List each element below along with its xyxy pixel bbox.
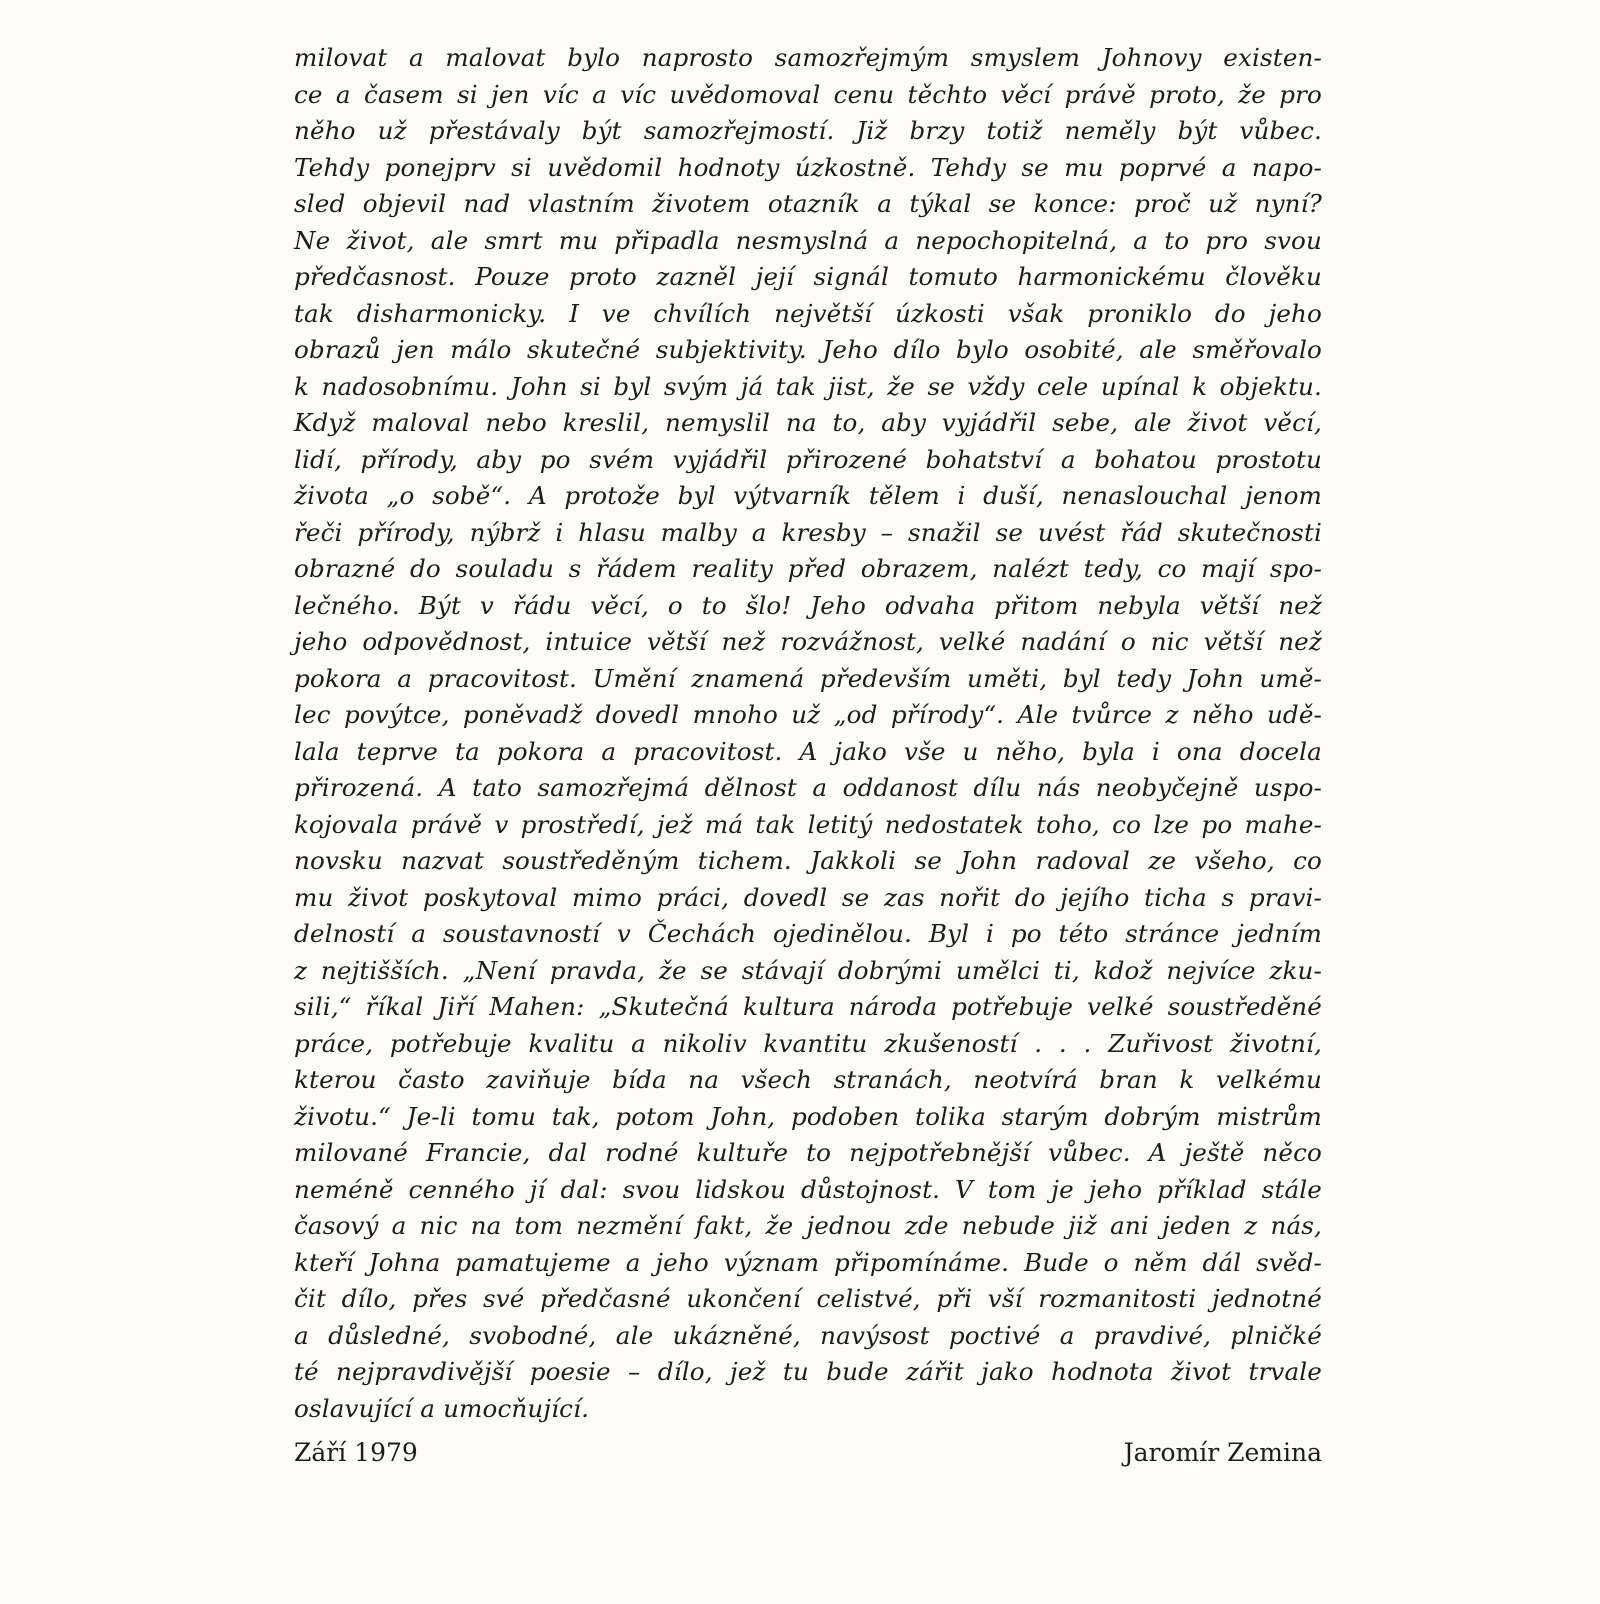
text-line: delností a soustavností v Čechách ojedinělou. Byl i po této stránce jedním xyxy=(294,919,1322,948)
text-line: kteří Johna pamatujeme a jeho význam připomínáme. Bude o něm dál svěd- xyxy=(294,1247,1322,1277)
text-line: řeči přírody, nýbrž i hlasu malby a kresby – snažil se uvést řád skutečnosti xyxy=(294,517,1322,547)
text-line: čit dílo, přes své předčasné ukončení celistvé, při vší rozmanitosti jednotné xyxy=(294,1284,1322,1313)
text-line: kterou často zaviňuje bída na všech stranách, neotvírá bran k velkému xyxy=(294,1065,1322,1094)
text-line: jeho odpovědnost, intuice větší než rozvážnost, velké nadání o nic větší než xyxy=(294,627,1322,656)
text-line: života „o sobě“. A protože byl výtvarník tělem i duší, nenaslouchal jenom xyxy=(294,481,1322,510)
text-line: a důsledné, svobodné, ale ukázněné, navýsost poctivé a pravdivé, plničké xyxy=(294,1320,1322,1350)
text-line: sled objevil nad vlastním životem otazník a týkal se konce: proč už nyní? xyxy=(294,189,1322,218)
text-line: pokora a pracovitost. Umění znamená především uměti, byl tedy John umě- xyxy=(294,663,1322,693)
text-line: kojovala právě v prostředí, jež má tak letitý nedostatek toho, co lze po mahe- xyxy=(294,809,1322,839)
text-line: obrazné do souladu s řádem reality před obrazem, nalézt tedy, co mají spo- xyxy=(294,554,1322,583)
text-line: ce a časem si jen víc a víc uvědomoval cenu těchto věcí právě proto, že pro xyxy=(294,79,1322,109)
text-line: práce, potřebuje kvalitu a nikoliv kvantitu zkušeností . . . Zuřivost životní, xyxy=(294,1028,1322,1058)
text-line: přirozená. A tato samozřejmá dělnost a oddanost dílu nás neobyčejně uspo- xyxy=(294,773,1322,802)
text-line: z nejtišších. „Není pravda, že se stávají dobrými umělci ti, kdož nejvíce zku- xyxy=(294,955,1322,985)
date: Září 1979 xyxy=(294,1437,418,1467)
text-line: mu život poskytoval mimo práci, dovedl se zas nořit do jejího ticha s pravi- xyxy=(294,882,1322,912)
text-line: Když maloval nebo kreslil, nemyslil na to, aby vyjádřil sebe, ale život věcí, xyxy=(294,408,1322,437)
text-line: Ne život, ale smrt mu připadla nesmyslná a nepochopitelná, a to pro svou xyxy=(294,225,1322,255)
text-line: lala teprve ta pokora a pracovitost. A jako vše u něho, byla i ona docela xyxy=(294,736,1322,766)
body-text xyxy=(294,40,1322,1427)
text-line: milovat a malovat bylo naprosto samozřejmým smyslem Johnovy existen- xyxy=(294,43,1322,72)
text-line: něho už přestávaly být samozřejmostí. Již brzy totiž neměly být vůbec. xyxy=(294,116,1322,145)
text-line: tak disharmonicky. I ve chvílích největší úzkosti však proniklo do jeho xyxy=(294,298,1322,328)
text-line: lečného. Být v řádu věcí, o to šlo! Jeho odvaha přitom nebyla větší než xyxy=(294,590,1322,620)
text-line: milované Francie, dal rodné kultuře to nejpotřebnější vůbec. A ještě něco xyxy=(294,1138,1322,1167)
text-line: Tehdy ponejprv si uvědomil hodnoty úzkostně. Tehdy se mu poprvé a napo- xyxy=(294,152,1322,182)
text-line: lec povýtce, poněvadž dovedl mnoho už „od přírody“. Ale tvůrce z něho udě- xyxy=(294,700,1322,729)
text-line: novsku nazvat soustředěným tichem. Jakkoli se John radoval ze všeho, co xyxy=(294,846,1322,875)
text-line: obrazů jen málo skutečné subjektivity. Jeho dílo bylo osobité, ale směřovalo xyxy=(294,335,1322,364)
author-name: Jaromír Zemina xyxy=(1123,1437,1322,1467)
text-line: životu.“ Je-li tomu tak, potom John, podoben tolika starým dobrým mistrům xyxy=(294,1101,1322,1131)
text-line: k nadosobnímu. John si byl svým já tak jist, že se vždy cele upínal k objektu. xyxy=(294,371,1322,401)
text-line: oslavující a umocňující. xyxy=(294,1393,590,1423)
text-line: té nejpravdivější poesie – dílo, jež tu bude zářit jako hodnota život trvale xyxy=(294,1357,1322,1386)
text-line: předčasnost. Pouze proto zazněl její signál tomuto harmonickému člověku xyxy=(294,262,1322,291)
text-line: časový a nic na tom nezmění fakt, že jednou zde nebude již ani jeden z nás, xyxy=(294,1211,1322,1240)
text-line: lidí, přírody, aby po svém vyjádřil přirozené bohatství a bohatou prostotu xyxy=(294,444,1322,474)
signature-row xyxy=(294,1432,1322,1472)
text-line: neméně cenného jí dal: svou lidskou důstojnost. V tom je jeho příklad stále xyxy=(294,1174,1322,1204)
text-line: sili,“ říkal Jiří Mahen: „Skutečná kultura národa potřebuje velké soustředěné xyxy=(294,992,1322,1021)
